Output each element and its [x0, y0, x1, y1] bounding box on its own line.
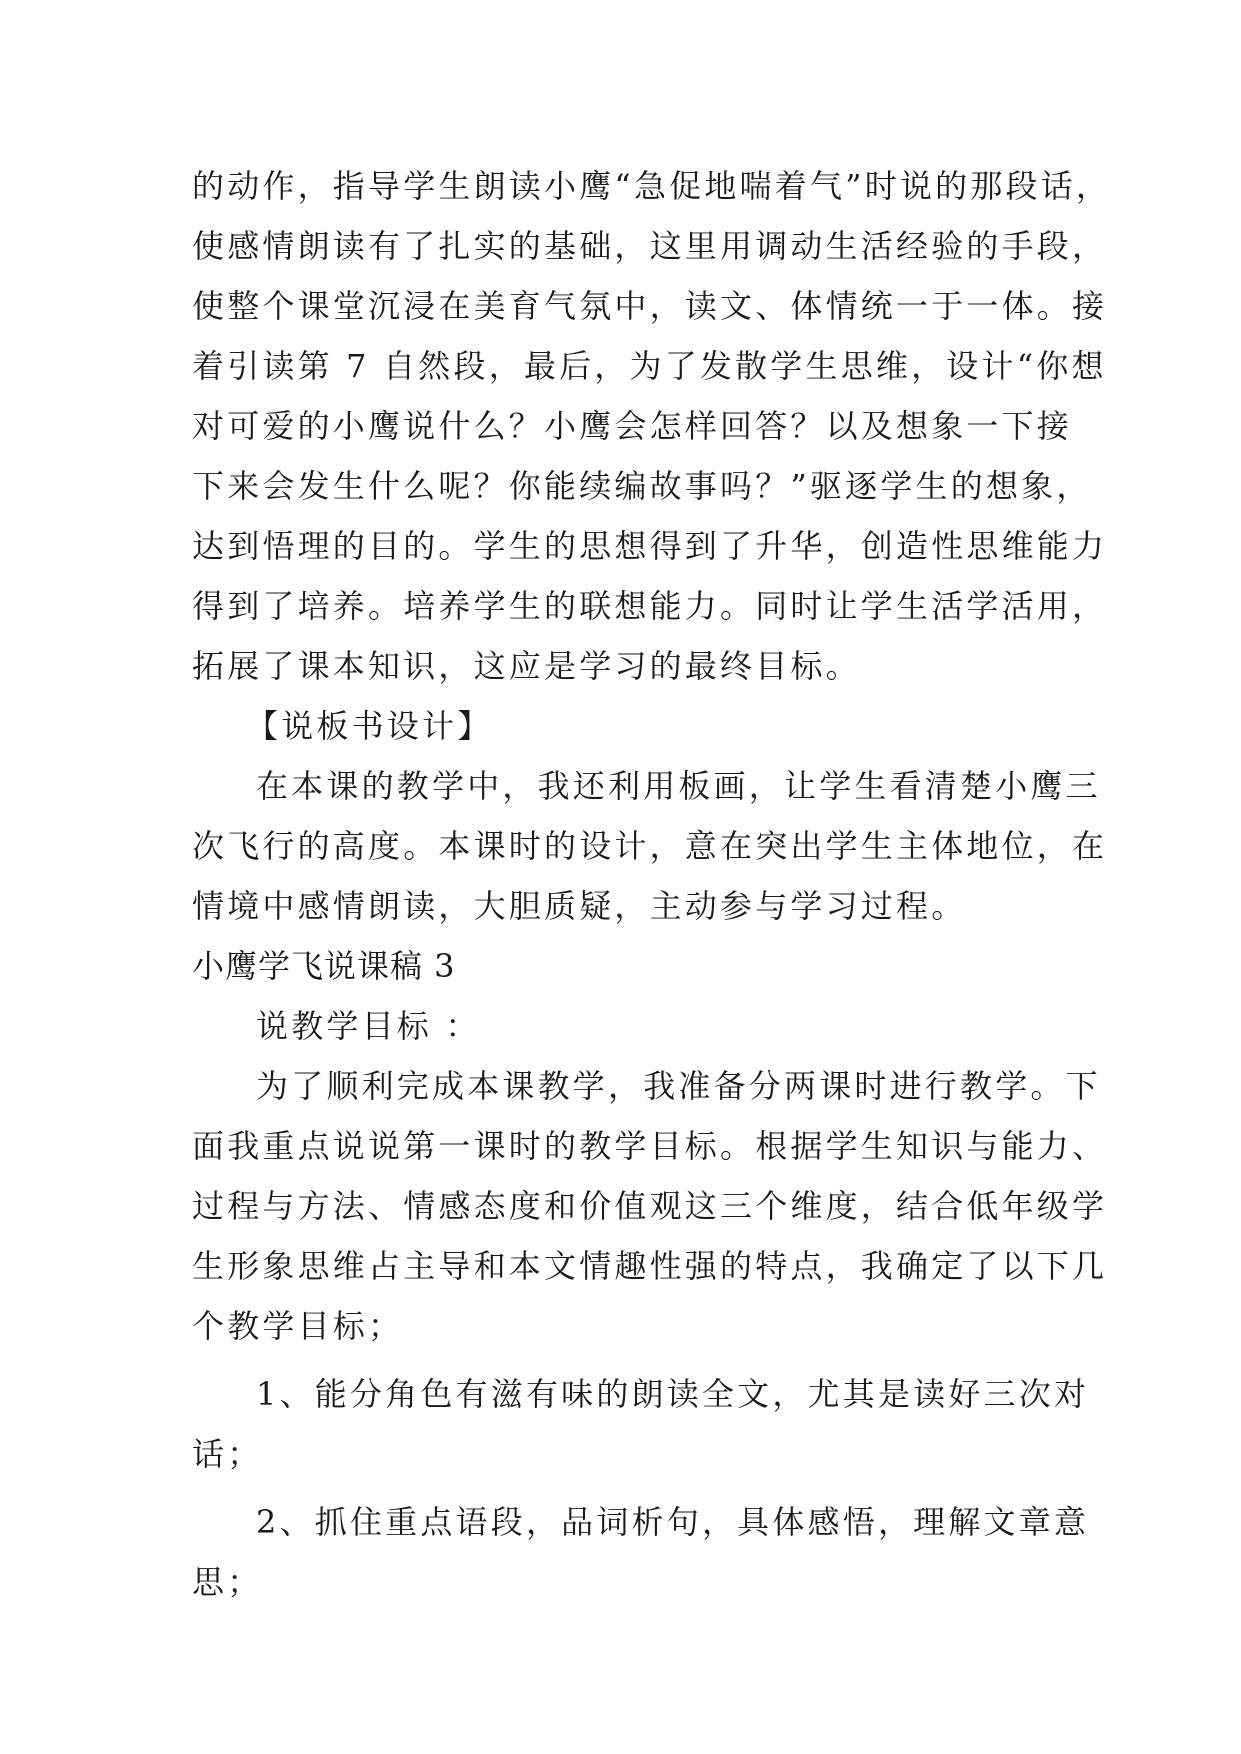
- paragraph-line: 个教学目标；: [192, 1307, 404, 1345]
- paragraph-line: 为了顺利完成本课教学，我准备分两课时进行教学。下: [256, 1067, 1101, 1105]
- list-item-continuation: 思；: [192, 1563, 263, 1601]
- paragraph-line: 过程与方法、情感态度和价值观这三个维度，结合低年级学: [192, 1187, 1108, 1225]
- section-heading: 【说板书设计】: [246, 707, 493, 745]
- paragraph-line: 对可爱的小鹰说什么？小鹰会怎样回答？以及想象一下接: [192, 407, 1073, 445]
- list-item-continuation: 话；: [192, 1435, 263, 1473]
- list-item: 1、能分角色有滋有味的朗读全文，尤其是读好三次对: [256, 1375, 1090, 1413]
- list-item: 2、抓住重点语段，品词析句，具体感悟，理解文章意: [256, 1503, 1090, 1541]
- paragraph-line: 在本课的教学中，我还利用板画，让学生看清楚小鹰三: [256, 767, 1101, 805]
- section-heading: 说教学目标 ：: [256, 1007, 481, 1045]
- paragraph-line: 的动作，指导学生朗读小鹰“急促地喘着气”时说的那段话，: [192, 167, 1112, 205]
- paragraph-line: 得到了培养。培养学生的联想能力。同时让学生活学活用，: [192, 587, 1108, 625]
- paragraph-line: 着引读第 7 自然段，最后，为了发散学生思维，设计“你想: [192, 347, 1107, 385]
- paragraph-line: 拓展了课本知识，这应是学习的最终目标。: [192, 647, 861, 685]
- paragraph-line: 达到悟理的目的。学生的思想得到了升华，创造性思维能力: [192, 527, 1108, 565]
- paragraph-line: 使整个课堂沉浸在美育气氛中，读文、体情统一于一体。接: [192, 287, 1108, 325]
- document-title: 小鹰学飞说课稿 3: [192, 947, 456, 985]
- paragraph-line: 生形象思维占主导和本文情趣性强的特点，我确定了以下几: [192, 1247, 1108, 1285]
- paragraph-line: 面我重点说说第一课时的教学目标。根据学生知识与能力、: [192, 1127, 1108, 1165]
- paragraph-line: 情境中感情朗读，大胆质疑，主动参与学习过程。: [192, 887, 967, 925]
- paragraph-line: 下来会发生什么呢？你能续编故事吗？”驱逐学生的想象，: [192, 467, 1092, 505]
- paragraph-line: 次飞行的高度。本课时的设计，意在突出学生主体地位，在: [192, 827, 1108, 865]
- paragraph-line: 使感情朗读有了扎实的基础，这里用调动生活经验的手段，: [192, 227, 1108, 265]
